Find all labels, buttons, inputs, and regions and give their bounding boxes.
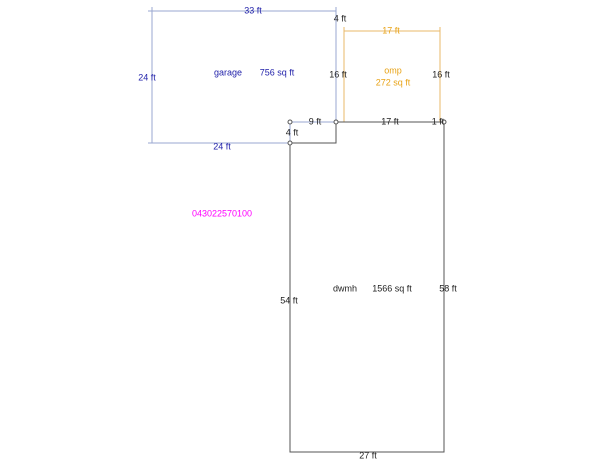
dwmh-outline (290, 122, 444, 452)
structure-area-comp: 272 sq ft (375, 77, 411, 88)
structure-area-dwmh: 1566 sq ft (372, 283, 412, 294)
dimension-dwmh-top-left: 9 ft (308, 116, 322, 127)
dimension-dwmh-right-top: 1 ft (431, 116, 445, 127)
dimension-dwmh-right: 58 ft (439, 283, 457, 294)
dimension-garage-bottom: 24 ft (213, 141, 231, 152)
comp-outline (344, 31, 440, 122)
structure-label-garage: garage (213, 67, 243, 78)
dimension-garage-left: 24 ft (138, 72, 156, 83)
dimension-gap-left: 4 ft (285, 127, 299, 138)
dimension-garage-top: 33 ft (244, 5, 262, 16)
parcel-id-label: 043022570100 (191, 208, 253, 219)
structure-label-dwmh: dwmh (332, 283, 358, 294)
structure-area-garage: 756 sq ft (259, 67, 295, 78)
dimension-comp-top: 17 ft (382, 25, 400, 36)
dimension-comp-right: 16 ft (432, 69, 450, 80)
dimension-comp-left: 16 ft (329, 69, 347, 80)
dimension-gap-top: 4 ft (333, 13, 347, 24)
dimension-comp-bottom: 17 ft (381, 116, 399, 127)
dimension-dwmh-bottom: 27 ft (359, 450, 377, 461)
structure-label-comp: omp (384, 65, 402, 76)
dimension-dwmh-left: 54 ft (280, 295, 298, 306)
